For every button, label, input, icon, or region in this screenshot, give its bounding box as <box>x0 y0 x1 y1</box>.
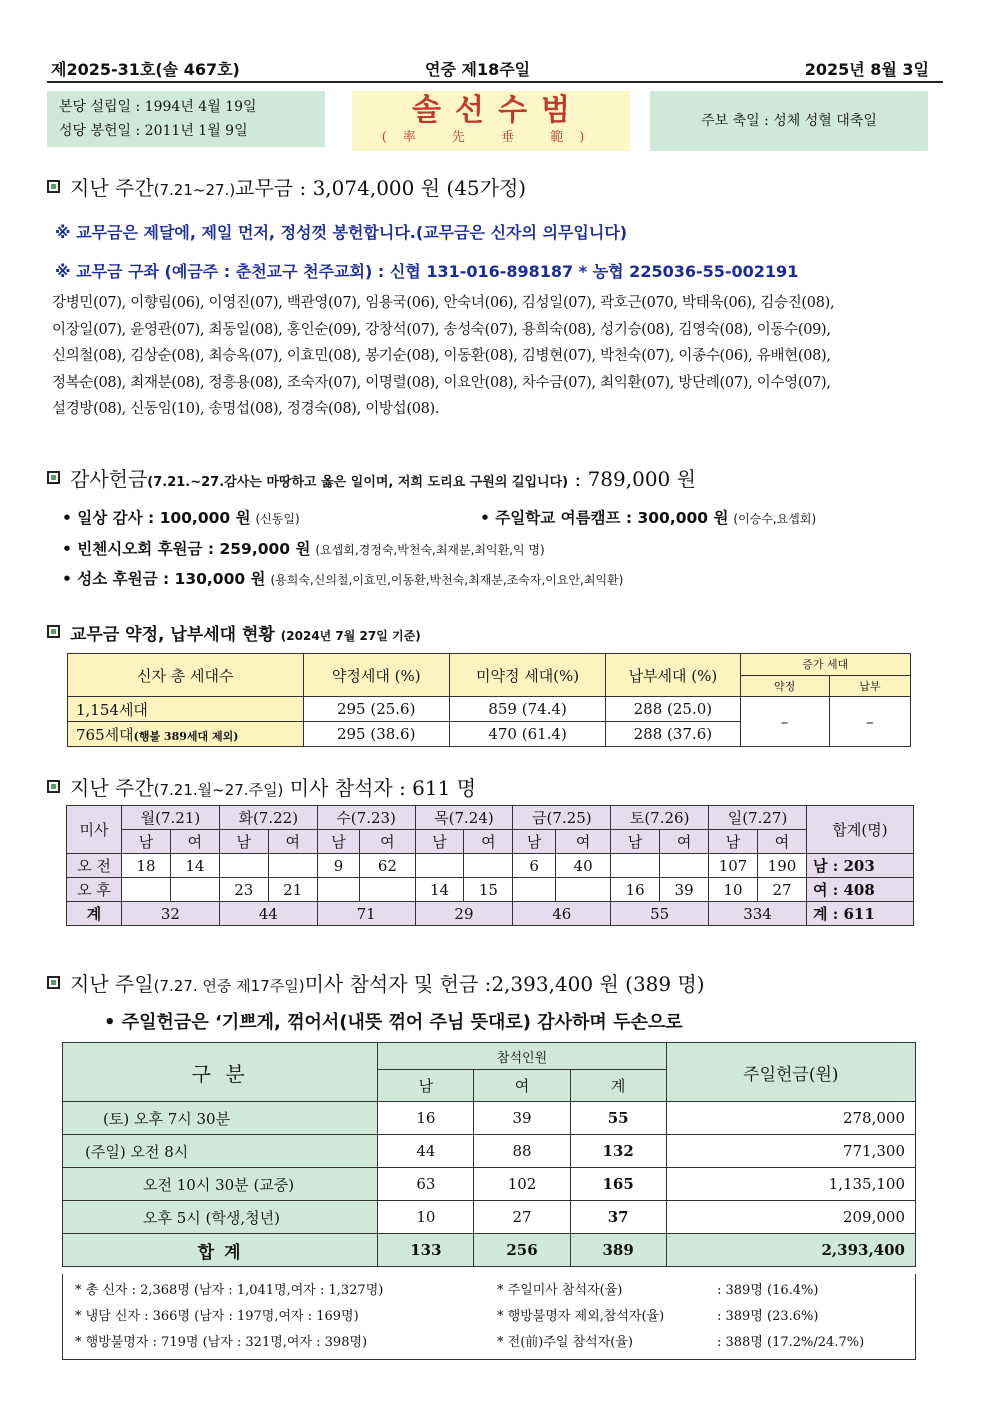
table-row <box>63 1201 916 1234</box>
thanks-item: • 빈첸시오회 후원금 : 259,000 원 (요셉회,경정숙,박천숙,최재분,최익환,익 명) <box>62 540 545 558</box>
weekmass-header: 합계(명) <box>807 806 914 854</box>
pledge-inc-cell: – <box>740 697 829 747</box>
pm-cell: 15 <box>464 878 513 902</box>
weekmass-day: 목(7.24) <box>415 806 513 830</box>
thanks-item: • 주일학교 여름캠프 : 300,000 원 (이승수,요셉회) <box>480 509 817 527</box>
pledge-cell: 295 (25.6) <box>303 697 449 722</box>
sex-male-header: 남 <box>122 830 171 854</box>
weekmass-heading-a: 지난 주간 <box>70 776 154 800</box>
table-row <box>67 902 914 926</box>
table-row <box>63 1135 916 1168</box>
sunday-cell: 133 <box>378 1234 474 1267</box>
sunday-total-row <box>63 1234 916 1267</box>
sex-female-header: 여 <box>464 830 513 854</box>
pm-cell <box>170 878 219 902</box>
thanks-heading-a: 감사헌금 <box>70 467 148 491</box>
dues-account-note: ※ 교무금 구좌 (예금주 : 춘천교구 천주교회) : 신협 131-016-898187 * 농협 225036-55-002191 <box>55 262 799 281</box>
sunday-header: 계 <box>570 1070 666 1102</box>
thanks-heading-c: : 789,000 원 <box>568 467 696 491</box>
sunday-cell: 합 계 <box>63 1234 378 1267</box>
pm-cell <box>360 878 415 902</box>
pledge-inc-cell: – <box>829 697 910 747</box>
sunday-cell: 55 <box>570 1102 666 1135</box>
weekmass-heading-c: 미사 참석자 : 611 명 <box>283 776 477 800</box>
pm-cell: 27 <box>757 878 806 902</box>
pledge-header: 증가 세대 <box>740 654 910 676</box>
sex-female-header: 여 <box>268 830 317 854</box>
name-line: 설경방(08), 신동임(10), 송명섭(08), 정경숙(08), 이방섭(08). <box>52 401 440 417</box>
sex-female-header: 여 <box>757 830 806 854</box>
sex-female-header: 여 <box>555 830 610 854</box>
thanks-item: • 성소 후원금 : 130,000 원 (용희숙,신의철,이효민,이동환,박천숙,최재분,조숙자,이요안,최익환) <box>62 570 624 588</box>
sunday-table <box>62 1042 916 1267</box>
weekmass-table <box>66 805 914 926</box>
sunday-heading-c: 미사 참석자 및 헌금 :2,393,400 원 (389 명) <box>304 972 705 996</box>
am-label: 오 전 <box>67 854 122 878</box>
am-cell <box>611 854 660 878</box>
pm-cell: 16 <box>611 878 660 902</box>
weekmass-heading <box>47 772 476 801</box>
am-cell <box>219 854 268 878</box>
sunday-cell: 16 <box>378 1102 474 1135</box>
bulletin-date: 2025년 8월 3일 <box>804 60 929 79</box>
am-cell: 6 <box>513 854 556 878</box>
day-sum-cell: 71 <box>317 902 415 926</box>
weekmass-day: 월(7.21) <box>122 806 220 830</box>
day-sum-cell: 334 <box>709 902 807 926</box>
pm-cell: 39 <box>660 878 709 902</box>
am-cell: 14 <box>170 854 219 878</box>
table-row <box>68 697 911 722</box>
sum-label: 계 <box>67 902 122 926</box>
attendance-footnotes <box>62 1274 916 1360</box>
am-cell <box>268 854 317 878</box>
weekmass-day: 일(7.27) <box>709 806 807 830</box>
day-sum-cell: 32 <box>122 902 220 926</box>
dues-note-1: ※ 교무금은 제달에, 제일 먼저, 정성껏 봉헌합니다.(교무금은 신자의 의무입니다) <box>55 223 628 242</box>
sunday-header: 구 분 <box>63 1043 378 1102</box>
am-cell <box>660 854 709 878</box>
pm-cell: 23 <box>219 878 268 902</box>
sunday-heading-b: (7.27. 연중 제17주일) <box>153 977 305 995</box>
day-sum-cell: 44 <box>219 902 317 926</box>
day-sum-cell: 29 <box>415 902 513 926</box>
pm-cell: 14 <box>415 878 464 902</box>
sex-male-header: 남 <box>219 830 268 854</box>
footnote-line: * 총 신자 : 2,368명 (남자 : 1,041명,여자 : 1,327명) * 주일미사 참석자(율) : 389명 (16.4%) <box>75 1283 819 1298</box>
pledge-cell: 470 (61.4) <box>449 722 605 747</box>
weekmass-day: 화(7.22) <box>219 806 317 830</box>
sunday-cell: 44 <box>378 1135 474 1168</box>
dues-heading-b: (7.21~27.) <box>153 181 236 199</box>
pledge-cell: 1,154세대 <box>68 697 304 722</box>
patron-feast-box: 주보 축일 : 성체 성혈 대축일 <box>650 91 928 151</box>
sunday-heading <box>47 968 705 997</box>
weekmass-total-female: 여 : 408 <box>807 878 914 902</box>
sex-male-header: 남 <box>611 830 660 854</box>
name-line: 강병민(07), 이향림(06), 이영진(07), 백관영(07), 임용국(06), 안숙녀(06), 김성일(07), 곽호근(070, 박태욱(06), 김승진(08), <box>52 295 835 311</box>
weekmass-header: 미사 <box>67 806 122 854</box>
sex-female-header: 여 <box>660 830 709 854</box>
square-bullet-icon <box>47 780 60 793</box>
weekmass-sex-row <box>67 830 914 854</box>
pm-cell <box>513 878 556 902</box>
name-line: 정복순(08), 최재분(08), 정흥용(08), 조숙자(07), 이명렬(08), 이요안(08), 차수금(07), 최익환(07), 방단례(07), 이수영(07), <box>52 374 831 391</box>
sunday-cell: 771,300 <box>666 1135 915 1168</box>
weekmass-total-male: 남 : 203 <box>807 854 914 878</box>
pledge-header: 납부세대 (%) <box>606 654 740 697</box>
am-cell: 40 <box>555 854 610 878</box>
square-bullet-icon <box>47 625 60 638</box>
sunday-cell: 39 <box>474 1102 570 1135</box>
thanks-heading <box>47 463 696 492</box>
pledge-header: 신자 총 세대수 <box>68 654 304 697</box>
pm-cell <box>122 878 171 902</box>
sex-male-header: 남 <box>513 830 556 854</box>
square-bullet-icon <box>47 976 60 989</box>
am-cell <box>464 854 513 878</box>
am-cell: 9 <box>317 854 360 878</box>
weekmass-day: 수(7.23) <box>317 806 415 830</box>
sunday-cell: 27 <box>474 1201 570 1234</box>
sunday-cell: 1,135,100 <box>666 1168 915 1201</box>
sex-female-header: 여 <box>360 830 415 854</box>
pledge-cell: 288 (37.6) <box>606 722 740 747</box>
square-bullet-icon <box>47 180 60 193</box>
pledge-cell: 295 (38.6) <box>303 722 449 747</box>
weekmass-day: 토(7.26) <box>611 806 709 830</box>
sex-male-header: 남 <box>317 830 360 854</box>
weekmass-total-all: 계 : 611 <box>807 902 914 926</box>
sunday-cell: 278,000 <box>666 1102 915 1135</box>
sunday-cell: 256 <box>474 1234 570 1267</box>
table-row <box>63 1168 916 1201</box>
am-cell: 190 <box>757 854 806 878</box>
sunday-header: 남 <box>378 1070 474 1102</box>
sunday-cell: 2,393,400 <box>666 1234 915 1267</box>
sunday-cell: 10 <box>378 1201 474 1234</box>
sunday-cell: 132 <box>570 1135 666 1168</box>
dedication-date: 성당 봉헌일 : 2011년 1월 9일 <box>59 123 248 139</box>
pm-cell: 21 <box>268 878 317 902</box>
dues-heading <box>47 172 526 201</box>
pm-cell <box>317 878 360 902</box>
sunday-cell: 102 <box>474 1168 570 1201</box>
sunday-cell: (토) 오후 7시 30분 <box>63 1102 378 1135</box>
sunday-cell: 209,000 <box>666 1201 915 1234</box>
thanks-item: • 일상 감사 : 100,000 원 (신동일) <box>62 509 300 527</box>
sunday-cell: (주일) 오전 8시 <box>63 1135 378 1168</box>
dues-heading-c: 교무금 : 3,074,000 원 (45가정) <box>235 176 527 200</box>
motto-banner <box>352 91 630 151</box>
footnote-line: * 행방불명자 : 719명 (남자 : 321명,여자 : 398명) * 전(前)주일 참석자(율) : 388명 (17.2%/24.7%) <box>75 1335 865 1350</box>
pm-cell <box>555 878 610 902</box>
sunday-cell: 오후 5시 (학생,청년) <box>63 1201 378 1234</box>
weekmass-day: 금(7.25) <box>513 806 611 830</box>
sunday-heading-a: 지난 주일 <box>70 972 154 996</box>
sunday-header: 여 <box>474 1070 570 1102</box>
sunday-cell: 389 <box>570 1234 666 1267</box>
pledge-table <box>67 653 911 747</box>
liturgical-season: 연중 제18주일 <box>425 60 531 79</box>
sunday-header: 참석인원 <box>378 1043 666 1070</box>
sunday-cell: 88 <box>474 1135 570 1168</box>
day-sum-cell: 46 <box>513 902 611 926</box>
thanks-heading-b: (7.21.~27.감사는 마땅하고 옳은 일이며, 저희 도리요 구원의 길입니다) <box>147 475 569 490</box>
sex-male-header: 남 <box>415 830 464 854</box>
pledge-heading-note: (2024년 7월 27일 기준) <box>280 629 421 643</box>
am-cell <box>415 854 464 878</box>
issue-number: 제2025-31호(솔 467호) <box>51 60 240 79</box>
am-cell: 107 <box>709 854 758 878</box>
sunday-cell: 37 <box>570 1201 666 1234</box>
footnote-line: * 냉담 신자 : 366명 (남자 : 197명,여자 : 169명) * 행방불명자 제외,참석자(율) : 389명 (23.6%) <box>75 1309 819 1324</box>
am-cell: 18 <box>122 854 171 878</box>
sunday-offering-note: • 주일헌금은 ‘기쁘게, 꺾어서(내뜻 꺾어 주님 뜻대로) 감사하며 두손으로 <box>104 1012 683 1033</box>
dues-heading-a: 지난 주간 <box>70 176 154 200</box>
sunday-cell: 오전 10시 30분 (교중) <box>63 1168 378 1201</box>
pledge-heading <box>47 620 421 645</box>
table-row <box>67 854 914 878</box>
sunday-header: 주일헌금(원) <box>666 1043 915 1102</box>
sunday-cell: 63 <box>378 1168 474 1201</box>
sex-male-header: 남 <box>709 830 758 854</box>
pledge-header: 약정 <box>740 675 829 697</box>
parish-info-box <box>47 91 325 147</box>
table-row <box>67 878 914 902</box>
motto-subtitle: (率 先 垂 範) <box>381 130 601 145</box>
pledge-header: 납부 <box>829 675 910 697</box>
weekmass-heading-b: (7.21.월~27.주일) <box>153 781 284 799</box>
pm-label: 오 후 <box>67 878 122 902</box>
day-sum-cell: 55 <box>611 902 709 926</box>
am-cell: 62 <box>360 854 415 878</box>
name-line: 신의철(08), 김상순(08), 최승옥(07), 이효민(08), 봉기순(08), 이동환(08), 김병현(07), 박천숙(07), 이종수(06), 유배현(08), <box>52 348 831 364</box>
name-line: 이장일(07), 윤영관(07), 최동일(08), 홍인순(09), 강창석(07), 송성숙(07), 용희숙(08), 성기승(08), 김영숙(08), 이동수(09), <box>52 321 831 338</box>
sex-female-header: 여 <box>170 830 219 854</box>
pledge-header: 약정세대 (%) <box>303 654 449 697</box>
dues-name-list <box>52 290 947 423</box>
pledge-heading-text: 교무금 약정, 납부세대 현황 <box>70 625 275 645</box>
sunday-cell: 165 <box>570 1168 666 1201</box>
pledge-header: 미약정 세대(%) <box>449 654 605 697</box>
pledge-cell: 765세대(행불 389세대 제외) <box>68 722 304 747</box>
pledge-cell: 859 (74.4) <box>449 697 605 722</box>
motto-title: 솔선수범 <box>412 93 584 128</box>
square-bullet-icon <box>47 471 60 484</box>
table-row <box>63 1102 916 1135</box>
founding-date: 본당 설립일 : 1994년 4월 19일 <box>59 99 257 115</box>
pm-cell: 10 <box>709 878 758 902</box>
bulletin-header <box>47 55 943 83</box>
pledge-cell: 288 (25.0) <box>606 697 740 722</box>
